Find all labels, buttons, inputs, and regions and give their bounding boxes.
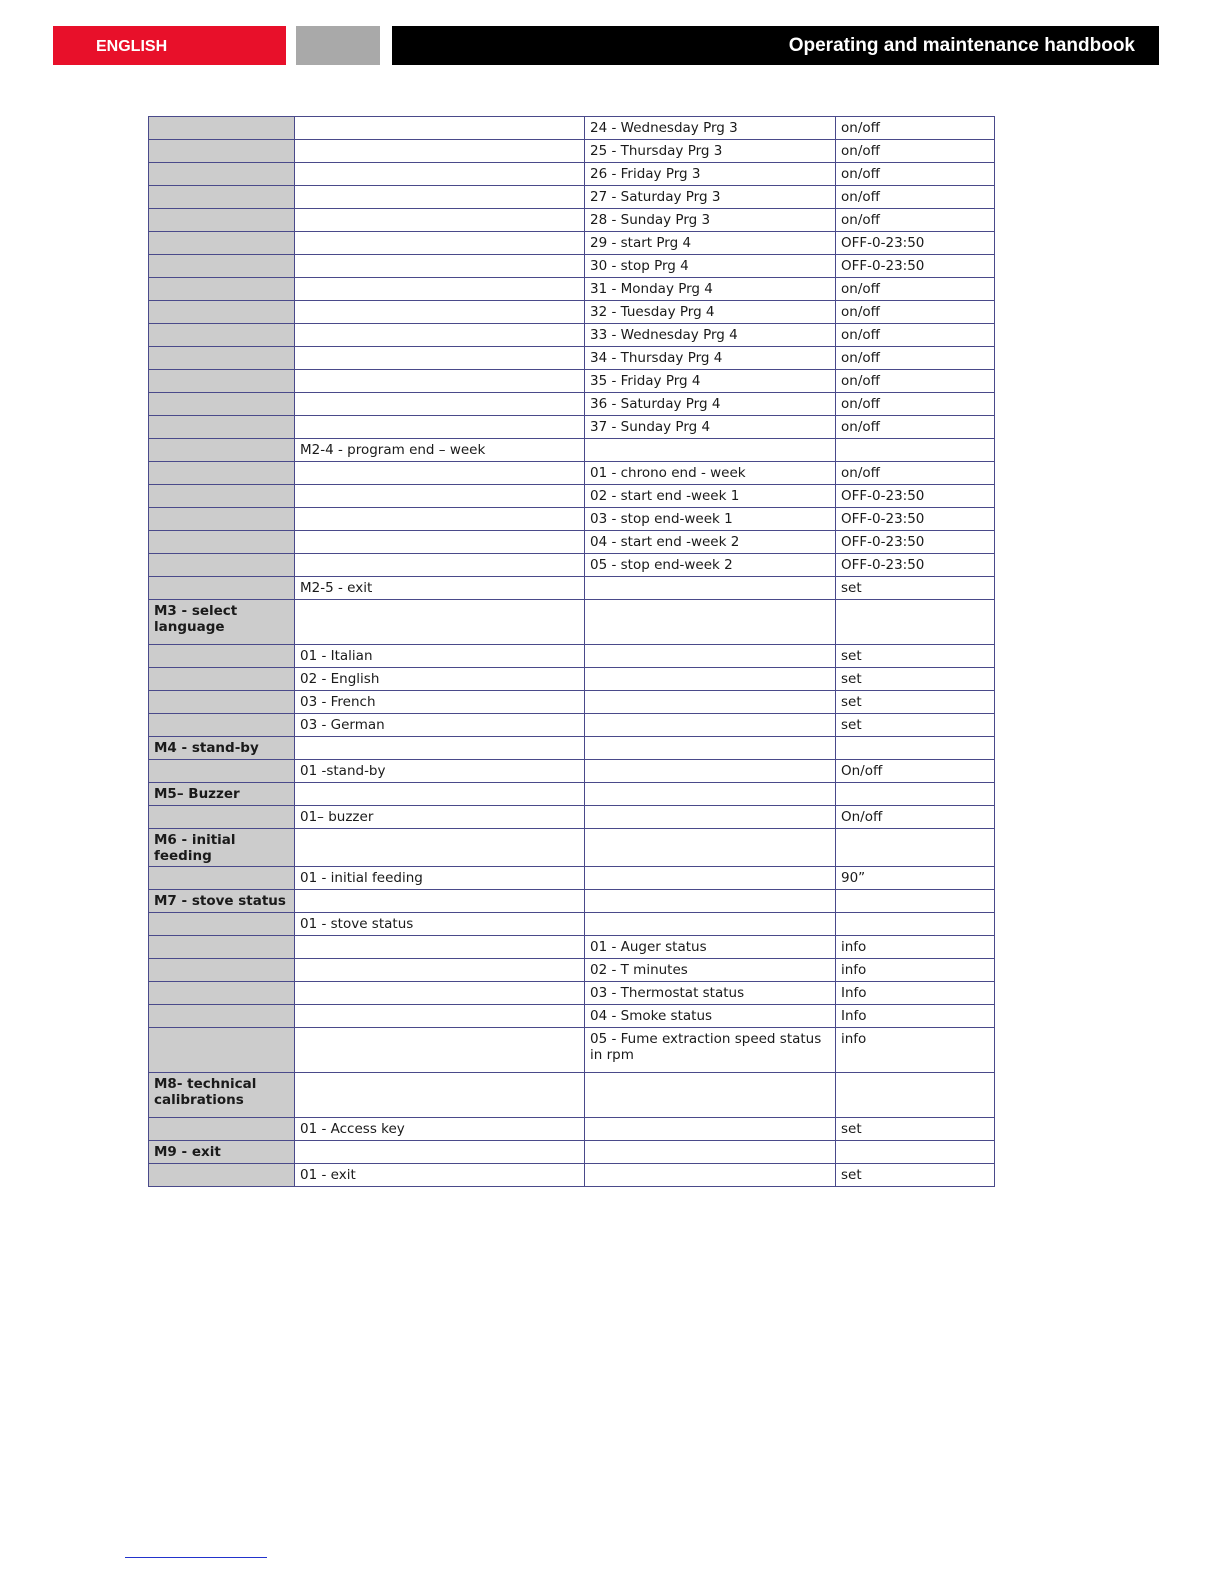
value-cell: OFF-0-23:50 <box>836 485 995 508</box>
submenu-cell <box>295 554 585 577</box>
table-row <box>149 691 995 714</box>
parameter-cell <box>585 737 836 760</box>
menu-section-cell <box>149 485 295 508</box>
table-row <box>149 1005 995 1028</box>
menu-section-cell: M8- technical calibrations <box>149 1073 295 1118</box>
value-cell <box>836 600 995 645</box>
value-cell: on/off <box>836 140 995 163</box>
parameter-cell: 01 - Auger status <box>585 936 836 959</box>
menu-section-cell <box>149 1118 295 1141</box>
submenu-cell <box>295 347 585 370</box>
value-cell <box>836 890 995 913</box>
value-cell: 90” <box>836 867 995 890</box>
parameter-cell: 24 - Wednesday Prg 3 <box>585 117 836 140</box>
parameter-cell <box>585 806 836 829</box>
parameter-cell <box>585 913 836 936</box>
value-cell <box>836 737 995 760</box>
value-cell: set <box>836 645 995 668</box>
submenu-cell <box>295 1028 585 1073</box>
menu-section-cell: M3 - select language <box>149 600 295 645</box>
table-row <box>149 301 995 324</box>
submenu-cell <box>295 163 585 186</box>
menu-section-cell <box>149 691 295 714</box>
table-row <box>149 186 995 209</box>
value-cell: on/off <box>836 416 995 439</box>
menu-section-cell <box>149 936 295 959</box>
parameter-cell <box>585 439 836 462</box>
parameter-cell: 35 - Friday Prg 4 <box>585 370 836 393</box>
table-row <box>149 347 995 370</box>
parameter-cell <box>585 760 836 783</box>
menu-section-cell <box>149 1164 295 1187</box>
table-row <box>149 255 995 278</box>
menu-section-cell <box>149 393 295 416</box>
value-cell: info <box>836 959 995 982</box>
value-cell: on/off <box>836 370 995 393</box>
footer-link-underline <box>125 1557 267 1558</box>
submenu-cell <box>295 140 585 163</box>
menu-section-cell <box>149 508 295 531</box>
parameter-cell <box>585 600 836 645</box>
parameter-cell <box>585 577 836 600</box>
table-row <box>149 783 995 806</box>
parameter-cell <box>585 1141 836 1164</box>
parameter-cell <box>585 829 836 867</box>
parameter-cell <box>585 668 836 691</box>
value-cell <box>836 829 995 867</box>
menu-section-cell <box>149 117 295 140</box>
table-row <box>149 913 995 936</box>
submenu-cell <box>295 485 585 508</box>
value-cell: on/off <box>836 462 995 485</box>
menu-section-cell <box>149 867 295 890</box>
menu-section-cell <box>149 140 295 163</box>
submenu-cell <box>295 416 585 439</box>
table-row <box>149 462 995 485</box>
submenu-cell: 01 - initial feeding <box>295 867 585 890</box>
table-row <box>149 890 995 913</box>
menu-table-body <box>149 117 995 1187</box>
submenu-cell: 01 - stove status <box>295 913 585 936</box>
parameter-cell: 33 - Wednesday Prg 4 <box>585 324 836 347</box>
submenu-cell <box>295 255 585 278</box>
submenu-cell <box>295 531 585 554</box>
parameter-cell: 05 - stop end-week 2 <box>585 554 836 577</box>
language-label: ENGLISH <box>53 26 286 65</box>
menu-section-cell <box>149 554 295 577</box>
value-cell: OFF-0-23:50 <box>836 554 995 577</box>
value-cell: OFF-0-23:50 <box>836 531 995 554</box>
table-row <box>149 117 995 140</box>
table-row <box>149 232 995 255</box>
submenu-cell: 01 - Access key <box>295 1118 585 1141</box>
table-row <box>149 416 995 439</box>
menu-section-cell <box>149 913 295 936</box>
value-cell: on/off <box>836 209 995 232</box>
value-cell: on/off <box>836 117 995 140</box>
parameter-cell: 32 - Tuesday Prg 4 <box>585 301 836 324</box>
value-cell: info <box>836 1028 995 1073</box>
value-cell <box>836 1141 995 1164</box>
value-cell: OFF-0-23:50 <box>836 508 995 531</box>
value-cell: set <box>836 577 995 600</box>
value-cell: set <box>836 714 995 737</box>
submenu-cell <box>295 982 585 1005</box>
value-cell: on/off <box>836 324 995 347</box>
table-row <box>149 760 995 783</box>
menu-section-cell: M7 - stove status <box>149 890 295 913</box>
value-cell: OFF-0-23:50 <box>836 255 995 278</box>
menu-section-cell <box>149 255 295 278</box>
parameter-cell: 34 - Thursday Prg 4 <box>585 347 836 370</box>
value-cell: on/off <box>836 278 995 301</box>
table-row <box>149 508 995 531</box>
menu-section-cell <box>149 278 295 301</box>
parameter-cell: 31 - Monday Prg 4 <box>585 278 836 301</box>
parameter-cell <box>585 645 836 668</box>
submenu-cell: M2-4 - program end – week <box>295 439 585 462</box>
submenu-cell: 02 - English <box>295 668 585 691</box>
value-cell: info <box>836 936 995 959</box>
table-row <box>149 554 995 577</box>
submenu-cell <box>295 1073 585 1118</box>
value-cell: on/off <box>836 163 995 186</box>
menu-section-cell <box>149 531 295 554</box>
table-row <box>149 370 995 393</box>
menu-section-cell <box>149 163 295 186</box>
parameter-cell <box>585 714 836 737</box>
menu-section-cell <box>149 301 295 324</box>
submenu-cell <box>295 829 585 867</box>
table-row <box>149 806 995 829</box>
value-cell <box>836 913 995 936</box>
submenu-cell <box>295 1141 585 1164</box>
submenu-cell <box>295 301 585 324</box>
parameter-cell <box>585 890 836 913</box>
menu-section-cell <box>149 186 295 209</box>
submenu-cell <box>295 370 585 393</box>
table-row <box>149 1028 995 1073</box>
menu-section-cell <box>149 209 295 232</box>
submenu-cell <box>295 209 585 232</box>
menu-section-cell: M4 - stand-by <box>149 737 295 760</box>
menu-section-cell <box>149 806 295 829</box>
menu-section-cell <box>149 1028 295 1073</box>
parameter-cell: 02 - T minutes <box>585 959 836 982</box>
menu-section-cell <box>149 577 295 600</box>
submenu-cell <box>295 393 585 416</box>
parameter-cell: 05 - Fume extraction speed status in rpm <box>585 1028 836 1073</box>
menu-section-cell <box>149 1005 295 1028</box>
parameter-cell <box>585 783 836 806</box>
table-row <box>149 668 995 691</box>
menu-section-cell <box>149 370 295 393</box>
table-row <box>149 577 995 600</box>
submenu-cell: 01 - exit <box>295 1164 585 1187</box>
menu-section-cell <box>149 439 295 462</box>
submenu-cell: 03 - French <box>295 691 585 714</box>
value-cell: Info <box>836 982 995 1005</box>
table-row <box>149 714 995 737</box>
table-row <box>149 867 995 890</box>
menu-section-cell <box>149 347 295 370</box>
table-row <box>149 278 995 301</box>
table-row <box>149 1073 995 1118</box>
parameter-cell: 04 - Smoke status <box>585 1005 836 1028</box>
value-cell: on/off <box>836 393 995 416</box>
submenu-cell: 01– buzzer <box>295 806 585 829</box>
table-row <box>149 209 995 232</box>
table-row <box>149 982 995 1005</box>
table-row <box>149 829 995 867</box>
parameter-cell <box>585 1118 836 1141</box>
submenu-cell <box>295 1005 585 1028</box>
table-row <box>149 959 995 982</box>
value-cell: on/off <box>836 301 995 324</box>
parameter-cell: 03 - stop end-week 1 <box>585 508 836 531</box>
value-cell: set <box>836 668 995 691</box>
parameter-cell: 27 - Saturday Prg 3 <box>585 186 836 209</box>
value-cell: set <box>836 1118 995 1141</box>
submenu-cell: 01 - Italian <box>295 645 585 668</box>
table-row <box>149 737 995 760</box>
parameter-cell: 25 - Thursday Prg 3 <box>585 140 836 163</box>
table-row <box>149 140 995 163</box>
submenu-cell: 01 -stand-by <box>295 760 585 783</box>
menu-section-cell <box>149 959 295 982</box>
value-cell: set <box>836 691 995 714</box>
parameter-cell: 02 - start end -week 1 <box>585 485 836 508</box>
menu-section-cell <box>149 668 295 691</box>
table-row <box>149 645 995 668</box>
submenu-cell <box>295 117 585 140</box>
table-row <box>149 324 995 347</box>
parameter-cell: 04 - start end -week 2 <box>585 531 836 554</box>
table-row <box>149 393 995 416</box>
value-cell: on/off <box>836 186 995 209</box>
value-cell: set <box>836 1164 995 1187</box>
table-row <box>149 163 995 186</box>
value-cell: On/off <box>836 806 995 829</box>
submenu-cell <box>295 186 585 209</box>
menu-section-cell <box>149 982 295 1005</box>
table-row <box>149 531 995 554</box>
value-cell <box>836 783 995 806</box>
submenu-cell <box>295 324 585 347</box>
parameter-cell <box>585 1164 836 1187</box>
menu-section-cell <box>149 462 295 485</box>
parameter-cell: 01 - chrono end - week <box>585 462 836 485</box>
submenu-cell <box>295 783 585 806</box>
value-cell <box>836 1073 995 1118</box>
menu-section-cell <box>149 324 295 347</box>
table-row <box>149 1118 995 1141</box>
submenu-cell <box>295 890 585 913</box>
parameter-cell: 03 - Thermostat status <box>585 982 836 1005</box>
menu-section-cell: M9 - exit <box>149 1141 295 1164</box>
submenu-cell: M2-5 - exit <box>295 577 585 600</box>
parameter-cell: 29 - start Prg 4 <box>585 232 836 255</box>
menu-section-cell <box>149 416 295 439</box>
menu-section-cell <box>149 760 295 783</box>
table-row <box>149 439 995 462</box>
table-row <box>149 485 995 508</box>
value-cell: Info <box>836 1005 995 1028</box>
submenu-cell <box>295 600 585 645</box>
submenu-cell <box>295 232 585 255</box>
value-cell: On/off <box>836 760 995 783</box>
menu-section-cell <box>149 714 295 737</box>
table-row <box>149 1164 995 1187</box>
value-cell: OFF-0-23:50 <box>836 232 995 255</box>
parameter-cell <box>585 1073 836 1118</box>
parameter-cell: 26 - Friday Prg 3 <box>585 163 836 186</box>
submenu-cell <box>295 278 585 301</box>
menu-section-cell: M5– Buzzer <box>149 783 295 806</box>
submenu-cell <box>295 936 585 959</box>
menu-section-cell <box>149 232 295 255</box>
submenu-cell <box>295 462 585 485</box>
value-cell <box>836 439 995 462</box>
parameter-cell: 30 - stop Prg 4 <box>585 255 836 278</box>
header-divider-block <box>296 26 380 65</box>
submenu-cell <box>295 959 585 982</box>
parameter-cell <box>585 867 836 890</box>
submenu-cell <box>295 508 585 531</box>
menu-section-cell: M6 - initial feeding <box>149 829 295 867</box>
parameter-cell: 37 - Sunday Prg 4 <box>585 416 836 439</box>
table-row <box>149 1141 995 1164</box>
parameter-cell: 36 - Saturday Prg 4 <box>585 393 836 416</box>
submenu-cell: 03 - German <box>295 714 585 737</box>
menu-section-cell <box>149 645 295 668</box>
handbook-title: Operating and maintenance handbook <box>392 26 1159 65</box>
submenu-cell <box>295 737 585 760</box>
table-row <box>149 936 995 959</box>
value-cell: on/off <box>836 347 995 370</box>
parameter-cell <box>585 691 836 714</box>
parameter-cell: 28 - Sunday Prg 3 <box>585 209 836 232</box>
menu-table <box>148 116 995 1187</box>
table-row <box>149 600 995 645</box>
